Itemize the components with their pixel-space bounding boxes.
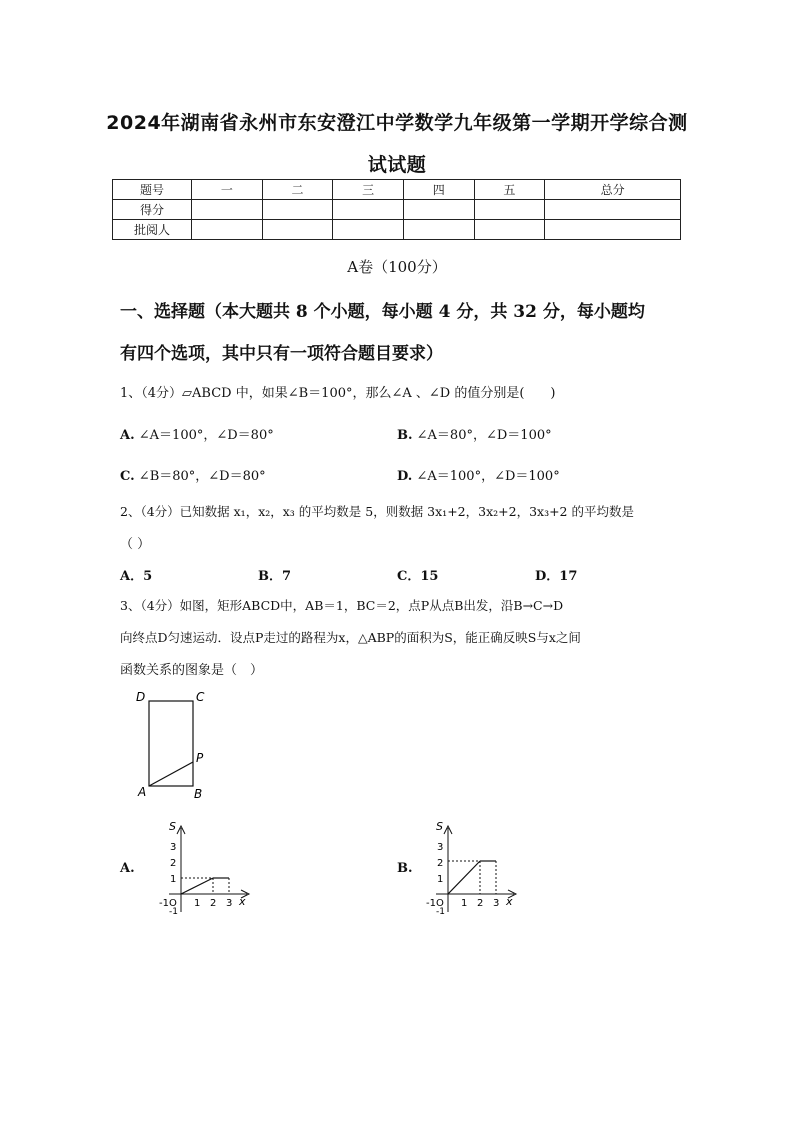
question-3-line-1: 3、（4分）如图，矩形ABCD中，AB＝1，BC＝2，点P从点B出发，沿B→C→D	[120, 598, 564, 613]
y-tick-label: 2	[437, 858, 444, 869]
header-cell: 四	[403, 180, 474, 200]
grader-cell[interactable]	[262, 220, 333, 240]
score-table	[112, 179, 681, 240]
axis-label-x: x	[506, 895, 513, 908]
x-tick-label: 1	[194, 898, 201, 909]
q3-option-a-graph	[155, 818, 255, 918]
y-tick-label: 3	[170, 842, 177, 853]
axis-label-s: S	[436, 820, 443, 833]
q1-option-b[interactable]	[397, 424, 552, 443]
q1-option-a[interactable]	[120, 424, 274, 443]
score-table-header-row	[113, 180, 681, 200]
option-label: C.	[120, 469, 135, 484]
q3-option-b-graph	[422, 818, 522, 918]
score-row	[113, 200, 681, 220]
grader-row-label: 批阅人	[113, 220, 192, 240]
section-heading-line-2: 有四个选项，其中只有一项符合题目要求）	[120, 344, 443, 364]
grader-row	[113, 220, 681, 240]
option-label: D.	[397, 469, 413, 484]
vertex-label-c: C	[196, 690, 205, 704]
title-line-1: 2024年湖南省永州市东安澄江中学数学九年级第一学期开学综合测	[106, 112, 688, 134]
option-text: ∠B＝80°，∠D＝80°	[138, 469, 266, 484]
score-row-label: 得分	[113, 200, 192, 220]
option-text: ∠A＝80°，∠D＝100°	[416, 428, 552, 443]
x-tick-label: 1	[461, 898, 468, 909]
y-tick-label: 1	[437, 874, 444, 885]
score-cell[interactable]	[545, 200, 681, 220]
option-label: B.	[397, 428, 413, 443]
score-cell[interactable]	[474, 200, 545, 220]
exam-part-heading: A卷（100分）	[347, 258, 447, 276]
grader-cell[interactable]	[403, 220, 474, 240]
grader-cell[interactable]	[474, 220, 545, 240]
q1-option-c[interactable]	[120, 465, 266, 484]
q2-option-c[interactable]: C．15	[397, 569, 439, 584]
axis-label-x: x	[239, 895, 246, 908]
q2-option-d[interactable]: D．17	[535, 569, 578, 584]
option-text: ∠A＝100°，∠D＝80°	[138, 428, 274, 443]
x-tick-label: 3	[493, 898, 500, 909]
grader-cell[interactable]	[333, 220, 404, 240]
header-cell: 三	[333, 180, 404, 200]
score-cell[interactable]	[403, 200, 474, 220]
score-cell[interactable]	[192, 200, 263, 220]
vertex-label-b: B	[194, 787, 203, 801]
origin-label: -1O	[426, 898, 444, 909]
header-cell: 总分	[545, 180, 681, 200]
x-tick-label: 3	[226, 898, 233, 909]
question-3-line-2: 向终点D匀速运动．设点P走过的路程为x，△ABP的面积为S，能正确反映S与x之间	[120, 630, 581, 645]
grader-cell[interactable]	[545, 220, 681, 240]
header-cell: 一	[192, 180, 263, 200]
option-text: ∠A＝100°，∠D＝100°	[416, 469, 560, 484]
q1-option-d[interactable]	[397, 465, 560, 484]
y-neg-label: -1	[436, 907, 445, 917]
grader-cell[interactable]	[192, 220, 263, 240]
option-label: A.	[120, 428, 135, 443]
question-2-paren: （ ）	[120, 537, 151, 552]
x-tick-label: 2	[477, 898, 484, 909]
vertex-label-p: P	[196, 751, 204, 765]
score-cell[interactable]	[333, 200, 404, 220]
question-1-stem: 1、（4分）▱ABCD 中，如果∠B＝100°，那么∠A 、∠D 的值分别是( )	[120, 386, 556, 401]
q2-option-b[interactable]: B．7	[258, 569, 292, 584]
x-tick-label: 2	[210, 898, 217, 909]
title-line-2: 试试题	[367, 154, 427, 176]
vertex-label-d: D	[136, 690, 146, 704]
question-2-stem: 2、（4分）已知数据 x₁，x₂，x₃ 的平均数是 5，则数据 3x₁+2，3x₂+2，3x₃+2 的平均数是	[120, 504, 634, 519]
header-cell: 五	[474, 180, 545, 200]
y-neg-label: -1	[169, 907, 178, 917]
q2-option-a[interactable]: A．5	[120, 569, 153, 584]
origin-label: -1O	[159, 898, 177, 909]
y-tick-label: 2	[170, 858, 177, 869]
q3-option-b-label[interactable]: B.	[397, 861, 413, 876]
header-cell: 题号	[113, 180, 192, 200]
rectangle-figure	[130, 685, 210, 805]
question-3-line-3: 函数关系的图象是（ ）	[120, 663, 264, 678]
vertex-label-a: A	[138, 785, 147, 799]
y-tick-label: 1	[170, 874, 177, 885]
score-cell[interactable]	[262, 200, 333, 220]
section-heading-line-1: 一、选择题（本大题共 8 个小题，每小题 4 分，共 32 分，每小题均	[120, 302, 645, 322]
header-cell: 二	[262, 180, 333, 200]
q3-option-a-label[interactable]: A.	[120, 861, 135, 876]
y-tick-label: 3	[437, 842, 444, 853]
axis-label-s: S	[169, 820, 176, 833]
